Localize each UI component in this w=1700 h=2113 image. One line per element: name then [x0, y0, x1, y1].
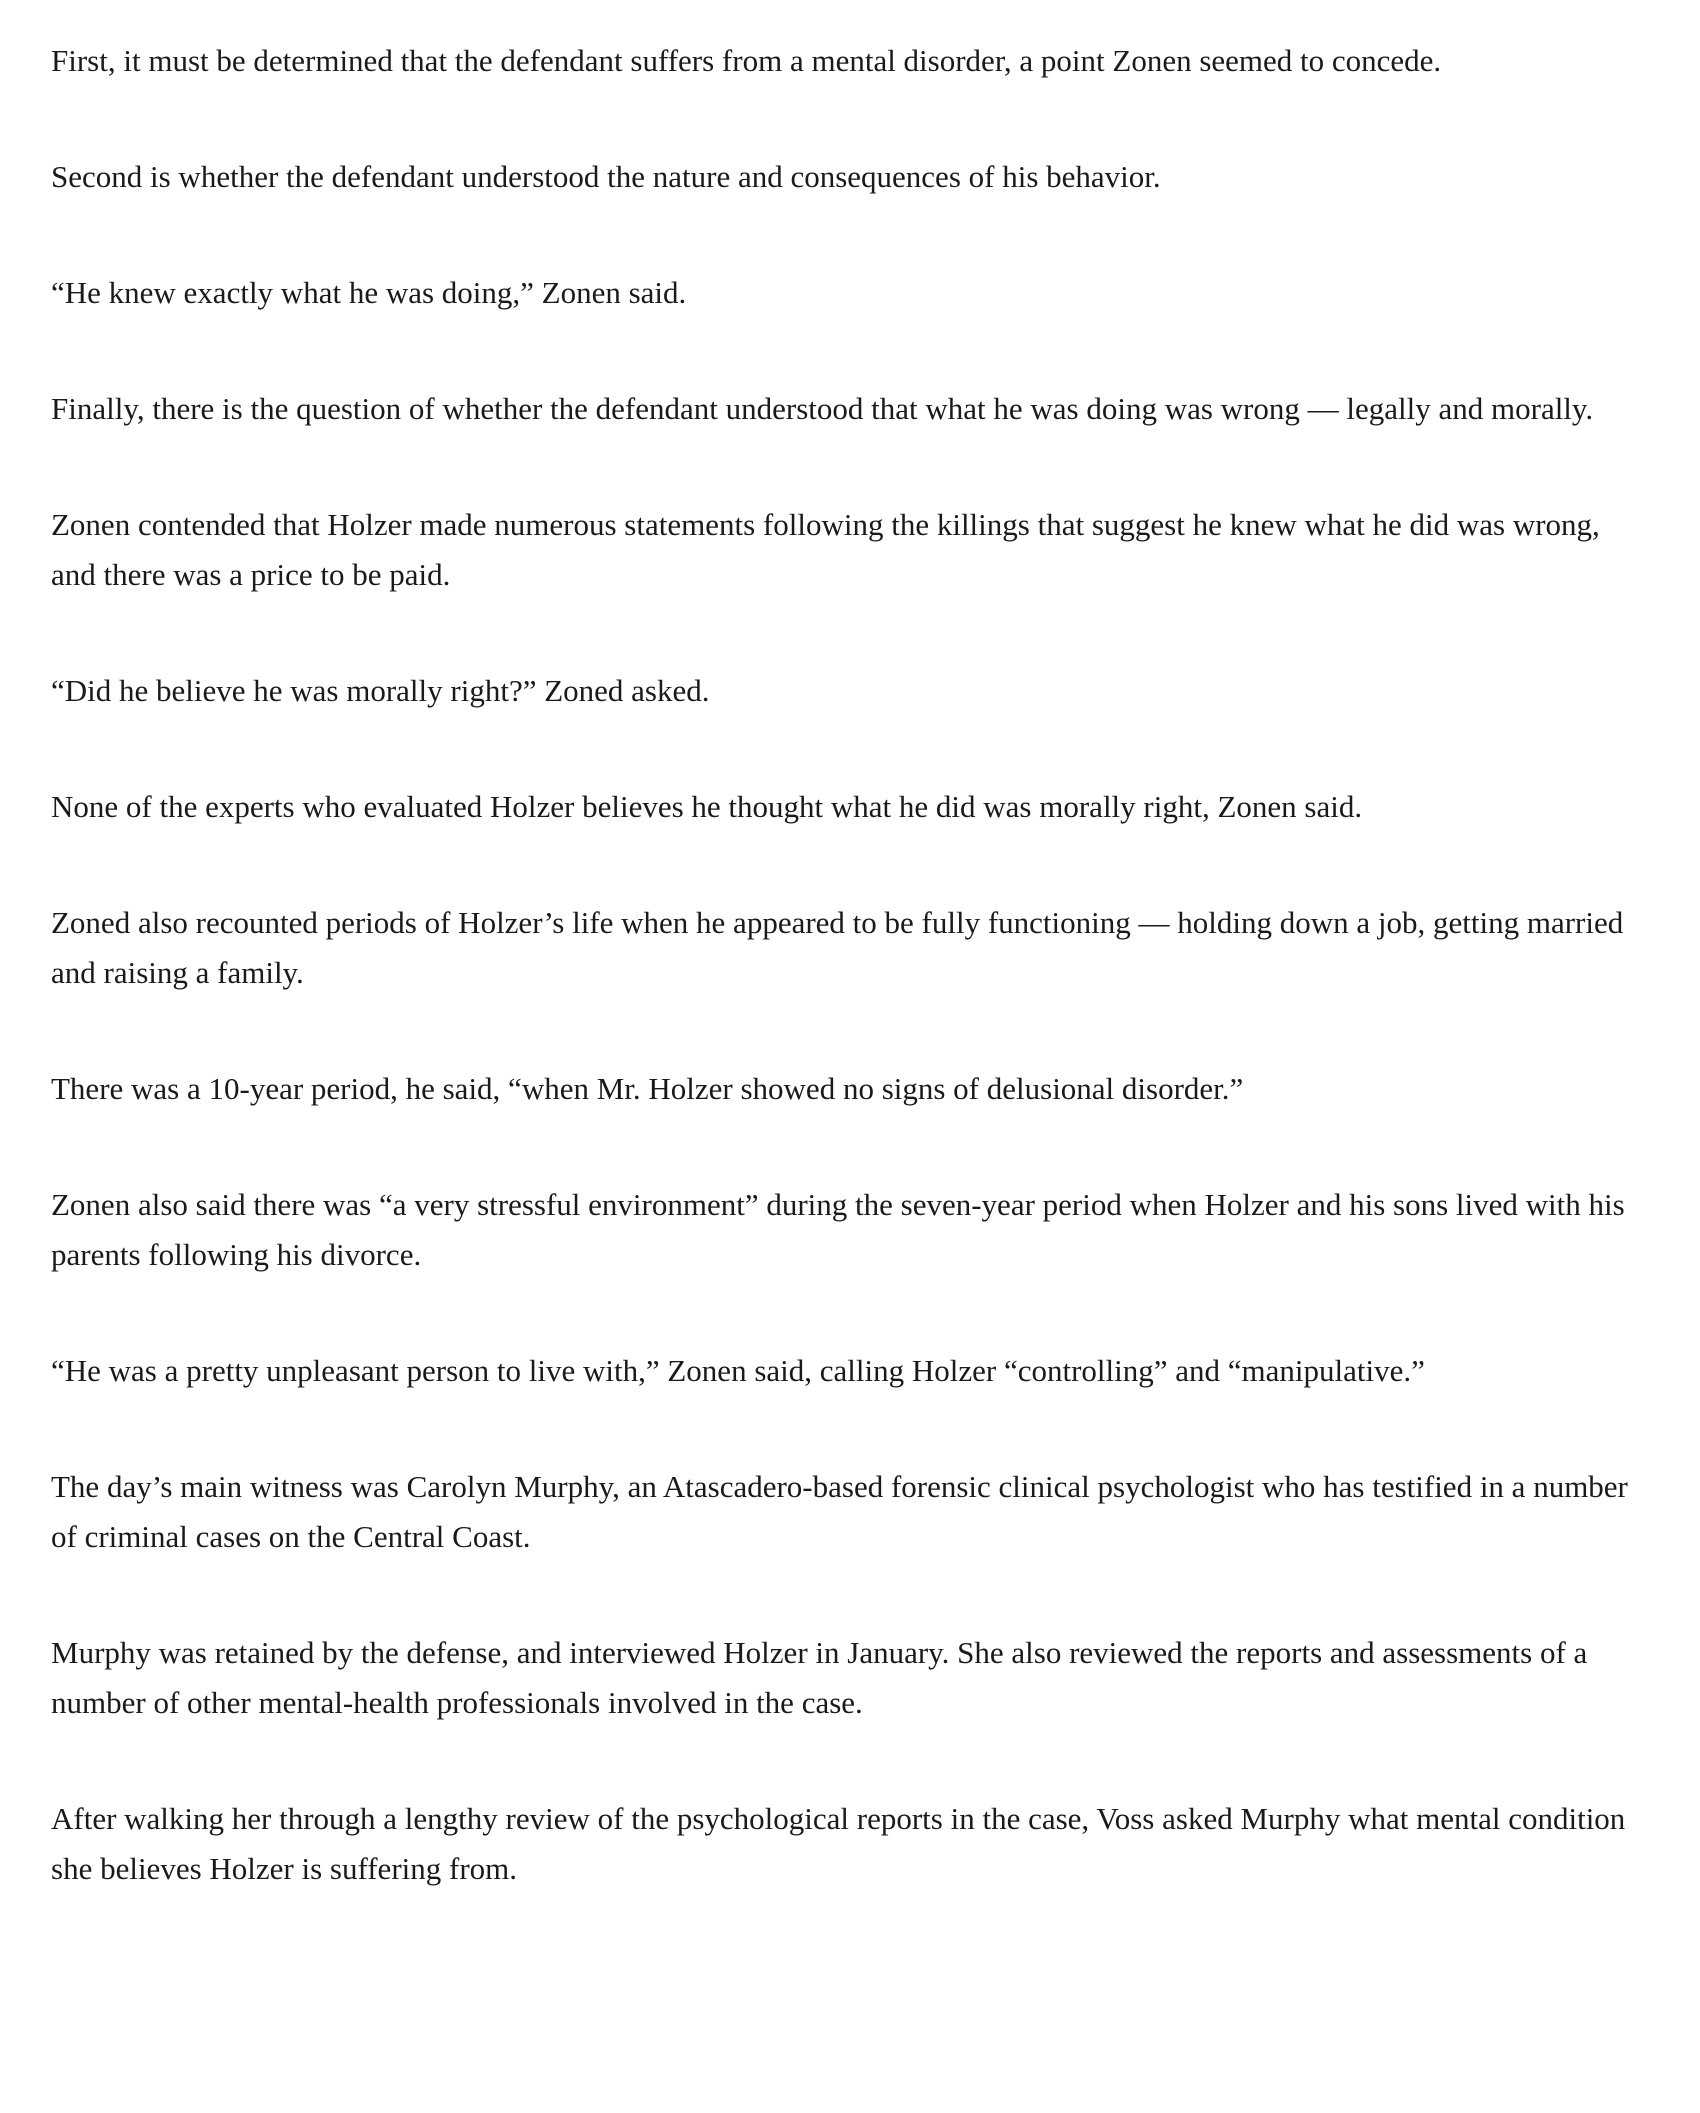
- document-page: [51, 36, 1651, 1894]
- paragraph-10: Zonen also said there was “a very stressful environment” during the seven-year period when Holzer and his sons lived with his parents following his divorce.: [51, 1187, 1625, 1272]
- paragraph-14: After walking her through a lengthy review of the psychological reports in the case, Voss asked Murphy what mental condition she believes Holzer is suffering from.: [51, 1801, 1626, 1886]
- paragraph-4: Finally, there is the question of whether the defendant understood that what he was doing was wrong — legally and morally.: [51, 391, 1594, 426]
- paragraph-8: Zoned also recounted periods of Holzer’s life when he appeared to be fully functioning — holding down a job, getting married and raising a family.: [51, 905, 1624, 990]
- paragraph-7: None of the experts who evaluated Holzer believes he thought what he did was morally right, Zonen said.: [51, 789, 1363, 824]
- paragraph-3: “He knew exactly what he was doing,” Zonen said.: [51, 275, 687, 310]
- paragraph-1: First, it must be determined that the defendant suffers from a mental disorder, a point Zonen seemed to concede.: [51, 43, 1442, 78]
- paragraph-6: “Did he believe he was morally right?” Zoned asked.: [51, 673, 710, 708]
- paragraph-5: Zonen contended that Holzer made numerous statements following the killings that suggest he knew what he did was wrong, and there was a price to be paid.: [51, 507, 1600, 592]
- paragraph-12: The day’s main witness was Carolyn Murphy, an Atascadero-based forensic clinical psychologist who has testified in a number of criminal cases on the Central Coast.: [51, 1469, 1628, 1554]
- paragraph-13: Murphy was retained by the defense, and interviewed Holzer in January. She also reviewed the reports and assessments of a number of other mental-health professionals involved in the case.: [51, 1635, 1588, 1720]
- paragraph-9: There was a 10-year period, he said, “when Mr. Holzer showed no signs of delusional disorder.”: [51, 1071, 1244, 1106]
- paragraph-11: “He was a pretty unpleasant person to live with,” Zonen said, calling Holzer “controlling” and “manipulative.”: [51, 1353, 1425, 1388]
- paragraph-2: Second is whether the defendant understood the nature and consequences of his behavior.: [51, 159, 1161, 194]
